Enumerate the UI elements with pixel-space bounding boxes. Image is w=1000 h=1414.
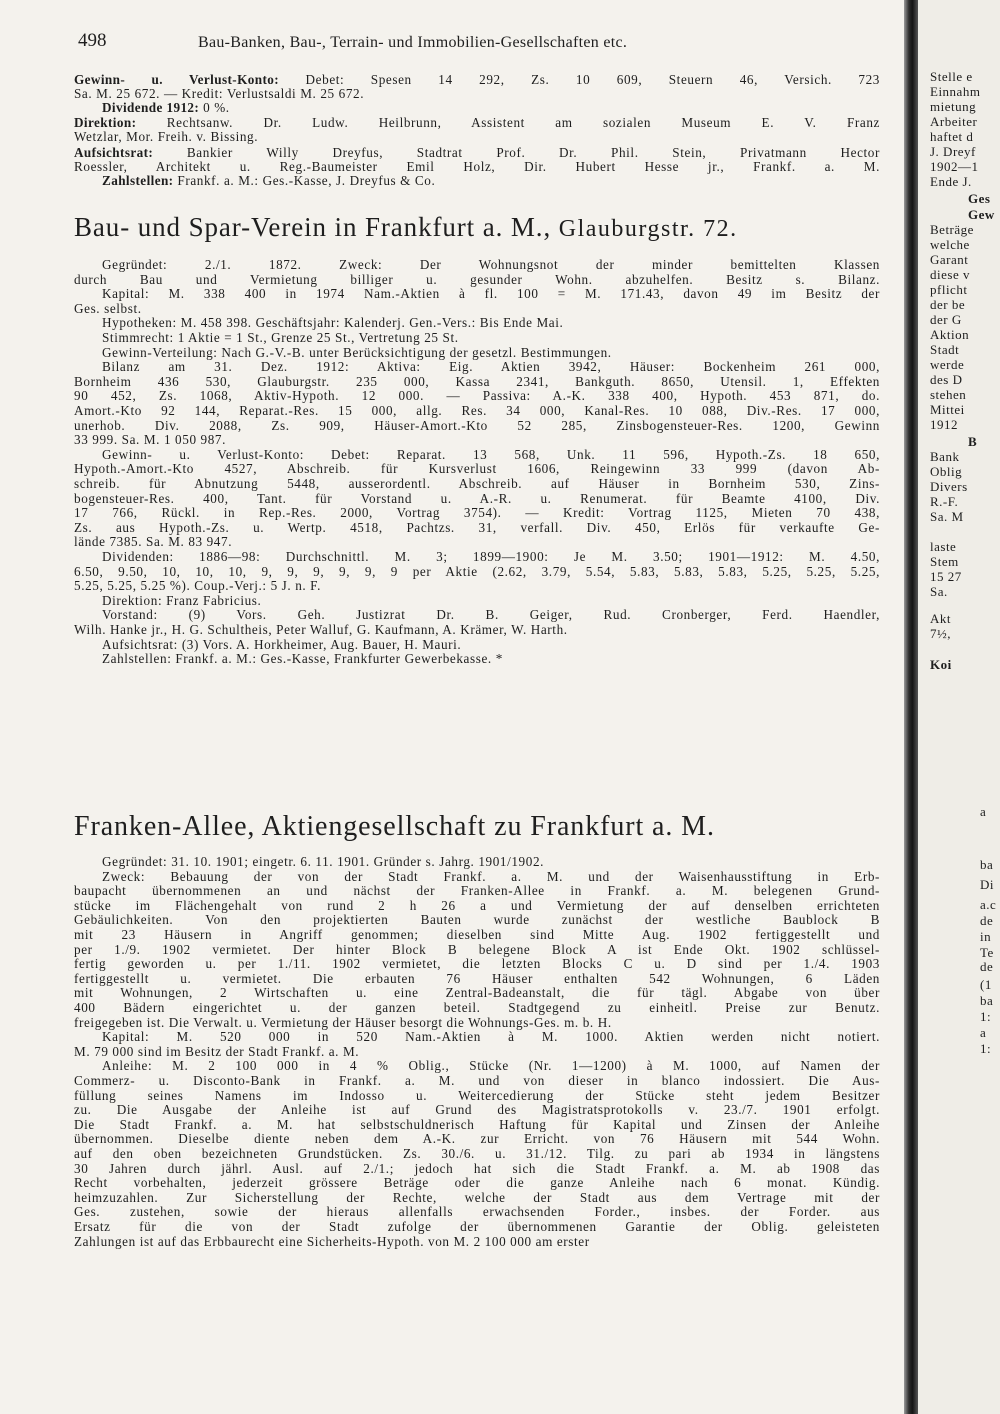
- text-line: Commerz- u. Disconto-Bank in Frankf. a. M. und von dieser in blanco indossiert. Die Aus-: [74, 1073, 880, 1088]
- facing-page-fragment-line: Garant: [930, 252, 969, 267]
- text-line: lände 7385. Sa. M. 83 947.: [74, 534, 233, 550]
- text-line: bogensteuer-Res. 400, Tant. für Vorstand u. A.-R. u. Renumerat. für Beamte 4100, Div.: [74, 490, 880, 506]
- facing-page-fragment-line: 1:: [980, 1041, 992, 1056]
- zahlstellen-line: Zahlstellen: Frankf. a. M.: Ges.-Kasse, J. Dreyfus & Co.: [102, 173, 436, 188]
- text-line: auf den oben bezeichneten Grundstücken. Zs. 30./6. u. 31./12. Tilg. zu pari ab 1934 in längstens: [74, 1146, 880, 1161]
- text-line: 400 Bädern eingerichtet u. der ganzen beteil. Stadtgegend zu einheitl. Preise zur Benutz.: [74, 1000, 880, 1015]
- facing-page-fragment-line: der be: [930, 297, 966, 312]
- facing-page-fragment-line: Mittei: [930, 402, 965, 417]
- facing-page-fragment-line: Koi: [930, 657, 952, 672]
- direktion-line-1: Direktion: Rechtsanw. Dr. Ludw. Heilbrunn, Assistent am sozialen Museum E. V. Franz: [74, 115, 880, 130]
- facing-page-fragment-line: B: [968, 434, 978, 449]
- text-line: Gebäulichkeiten. Von den projektierten Bauten wurde zunächst der westliche Baublock B: [74, 912, 880, 928]
- page-header: [0, 30, 906, 60]
- facing-page-fragment-line: 1912: [930, 417, 958, 432]
- text-line: M. 79 000 sind im Besitz der Stadt Frankf. a. M.: [74, 1043, 360, 1059]
- text-line: Recht vorbehalten, jederzeit grössere Beträge oder die ganze Anleihe nach 6 monat. Kündig.: [74, 1175, 880, 1191]
- facing-page-fragment-line: Oblig: [930, 464, 963, 479]
- text-line: Gewinn-Verteilung: Nach G.-V.-B. unter Berücksichtigung der gesetzl. Bestimmungen.: [102, 344, 612, 360]
- gv-line-1: Gewinn- u. Verlust-Konto: Debet: Spesen 14 292, Zs. 10 609, Steuern 46, Versich. 723: [74, 72, 880, 87]
- facing-page-fragment-line: a: [980, 804, 987, 819]
- facing-page-fragment-line: Gew: [968, 207, 995, 222]
- facing-page-fragment-line: haftet d: [930, 129, 974, 144]
- facing-page-fragment-line: Akt: [930, 611, 951, 626]
- direktion-line-2: Wetzlar, Mor. Freih. v. Bissing.: [74, 129, 259, 144]
- running-title: Bau-Banken, Bau-, Terrain- und Immobilien-Gesellschaften etc.: [198, 34, 628, 51]
- facing-page-fragment-line: Arbeiter: [930, 114, 978, 129]
- text-line: Zweck: Bebauung der von der Stadt Frankf. a. M. und der Waisenhausstiftung in Erb-: [102, 868, 880, 884]
- text-line: schreib. für Abnutzung 5448, ausserordentl. Abschreib. auf Häuser in Bornheim 530, Zins-: [74, 476, 880, 491]
- text-line: Dividenden: 1886—98: Durchschnittl. M. 3; 1899—1900: Je M. 3.50; 1901—1912: M. 4.50,: [102, 549, 880, 564]
- text-line: Hypotheken: M. 458 398. Geschäftsjahr: Kalenderj. Gen.-Vers.: Bis Ende Mai.: [102, 315, 564, 331]
- facing-page-fragment-line: ba: [980, 857, 994, 872]
- text-line: Die Stadt Frankf. a. M. hat selbstschuldnerisch Haftung für Kapital und Zinsen der Anleihe: [74, 1116, 880, 1132]
- text-line: Ersatz für die von der Stadt zufolge der übernommenen Garantie der Oblig. geleisteten: [74, 1219, 880, 1234]
- facing-page-fragment-line: Beträge: [930, 222, 974, 237]
- text-line: fertig geworden u. per 1./11. 1902 vermietet, die letzten Blocks C u. D sind per 1./4. 1903: [74, 956, 880, 972]
- text-line: 90 452, Zs. 1068, Aktiv-Hypoth. 12 000. — Passiva: A.-K. 338 400, Hypoth. 453 871, do.: [74, 388, 880, 404]
- facing-page-fragment-line: Stelle e: [930, 69, 973, 84]
- page-number: 498: [78, 30, 107, 51]
- text-line: Bilanz am 31. Dez. 1912: Aktiva: Eig. Aktien 3942, Häuser: Bockenheim 261 000,: [102, 359, 880, 375]
- text-line: Stimmrecht: 1 Aktie = 1 St., Grenze 25 St., Vertretung 25 St.: [102, 330, 459, 345]
- facing-page-fragment-line: pflicht: [930, 282, 968, 297]
- facing-page-fragment-line: J. Dreyf: [930, 144, 976, 159]
- facing-page-fragment-line: Sa.: [930, 584, 948, 599]
- text-line: Gewinn- u. Verlust-Konto: Debet: Reparat. 13 568, Unk. 11 596, Hypoth.-Zs. 18 650,: [102, 446, 880, 462]
- facing-page-fragment-line: Ende J.: [930, 174, 972, 189]
- facing-page-fragment-line: a: [980, 1025, 987, 1040]
- facing-page-fragment-line: welche: [930, 237, 970, 252]
- text-line: Gegründet: 31. 10. 1901; eingetr. 6. 11. 1901. Gründer s. Jahrg. 1901/1902.: [102, 854, 545, 869]
- text-line: Direktion: Franz Fabricius.: [102, 592, 262, 608]
- text-line: durch Bau und Vermietung billiger u. gesunder Wohn. abzuhelfen. Besitz s. Bilanz.: [74, 271, 880, 287]
- facing-page-fragment-line: der G: [930, 312, 962, 327]
- aufsichtsrat-line-2: Roessler, Architekt u. Reg.-Baumeister Emil Holz, Dir. Hubert Hesse jr., Frankf. a. M.: [74, 159, 880, 174]
- text-line: 33 999. Sa. M. 1 050 987.: [74, 432, 227, 448]
- facing-page-fragment-line: Stadt: [930, 342, 960, 357]
- text-line: Ges. zustehen, sowie der hieraus allenfalls erwachsenden Forder., insbes. der Forder. aus: [74, 1204, 880, 1220]
- text-line: 6.50, 9.50, 10, 10, 10, 9, 9, 9, 9, 9, 9 per Aktie (2.62, 3.79, 5.54, 5.83, 5.83, 5.83, 5.25, 5.25, 5.25,: [74, 563, 880, 579]
- facing-page-fragment-line: a.c: [980, 897, 997, 912]
- facing-page-fragment-line: mietung: [930, 99, 977, 114]
- text-line: freigegeben ist. Die Verwalt. u. Vermietung der Häuser besorgt die Wohnungs-Ges. m. b. H.: [74, 1014, 612, 1030]
- text-line: Kapital: M. 520 000 in 520 Nam.-Aktien à M. 1000. Aktien werden nicht notiert.: [102, 1029, 880, 1045]
- text-line: Zahlungen ist auf das Erbbaurecht eine Sicherheits-Hypoth. von M. 2 100 000 am erster: [74, 1233, 590, 1249]
- text-line: 17 766, Rückl. in Rep.-Res. 2000, Vortrag 3754). — Kredit: Vortrag 1125, Mieten 70 438,: [74, 505, 880, 521]
- text-line: übernommen. Dieselbe diente neben dem A.-K. zur Erricht. von 76 Häusern mit 544 Wohn.: [74, 1131, 880, 1147]
- text-line: Gegründet: 2./1. 1872. Zweck: Der Wohnungsnot der minder bemittelten Klassen: [102, 257, 880, 272]
- facing-page-fragment-line: Bank: [930, 449, 960, 464]
- text-line: Zs. aus Hypoth.-Zs. u. Wertp. 4518, Pachtzs. 31, verfall. Div. 450, Erlös für verkaufte Ge-: [74, 519, 880, 535]
- text-line: Aufsichtsrat: (3) Vors. A. Horkheimer, Aug. Bauer, H. Mauri.: [102, 636, 462, 652]
- text-line: baupacht übernommenen an und nächst der Franken-Allee in Frankf. a. M. belegenen Grund-: [74, 883, 880, 899]
- facing-page-fragment: [918, 0, 1000, 1414]
- facing-page-fragment-line: laste: [930, 539, 957, 554]
- text-line: 5.25, 5.25, 5.25 %). Coup.-Verj.: 5 J. n. F.: [74, 578, 321, 594]
- facing-page-fragment-line: de: [980, 959, 994, 974]
- text-line: fertiggestellt u. vermietet. Die erbauten 76 Häuser enthalten 542 Wohnungen, 6 Läden: [74, 970, 880, 986]
- facing-page-fragment-line: (1: [980, 977, 992, 992]
- aufsichtsrat-line-1: Aufsichtsrat: Bankier Willy Dreyfus, Stadtrat Prof. Dr. Phil. Stein, Privatmann Hector: [74, 145, 880, 160]
- book-gutter: [904, 0, 918, 1414]
- facing-page-fragment-line: ba: [980, 993, 994, 1008]
- facing-page-fragment-line: stehen: [930, 387, 967, 402]
- text-line: Vorstand: (9) Vors. Geh. Justizrat Dr. B. Geiger, Rud. Cronberger, Ferd. Haendler,: [102, 607, 880, 623]
- text-line: per 1./9. 1902 vermietet. Der hinter Block B belegene Block A ist Ende Okt. 1902 schlüssel-: [74, 941, 880, 957]
- text-line: füllung seines Namens im Indosso u. Weitercedierung der Stücke steht jedem Besitzer: [74, 1087, 880, 1103]
- text-line: Anleihe: M. 2 100 000 in 4 % Oblig., Stücke (Nr. 1—1200) à M. 1000, auf Namen der: [102, 1058, 880, 1074]
- text-line: Kapital: M. 338 400 in 1974 Nam.-Aktien à fl. 100 = M. 171.43, davon 49 im Besitz der: [102, 286, 880, 302]
- text-line: stücke im Flächengehalt von rund 2 h 26 a und Vermietung der auf denselben errichteten: [74, 897, 880, 913]
- text-line: heimzuzahlen. Zur Sicherstellung der Rechte, welche der Stadt aus dem Vertrage mit der: [74, 1189, 880, 1205]
- facing-page-fragment-line: de: [980, 913, 994, 928]
- text-line: Hypoth.-Amort.-Kto 4527, Abschreib. für Kursverlust 1606, Reingewinn 33 999 (davon Ab-: [74, 461, 880, 477]
- text-line: Amort.-Kto 92 144, Reparat.-Res. 15 000, allg. Res. 34 000, Kanal-Res. 10 088, Div.-Res. 17 000,: [74, 403, 880, 418]
- facing-page-fragment-line: Stem: [930, 554, 959, 569]
- facing-page-fragment-line: Ges: [968, 191, 991, 206]
- entry-heading-franken-allee: Franken-Allee, Aktiengesellschaft zu Frankfurt a. M.: [74, 811, 715, 842]
- text-line: Zahlstellen: Frankf. a. M.: Ges.-Kasse, Frankfurter Gewerbekasse. *: [102, 651, 503, 667]
- facing-page-fragment-line: 7½,: [930, 626, 951, 641]
- text-line: Bornheim 436 530, Glauburgstr. 235 000, Kassa 2341, Bankguth. 8650, Utensil. 1, Effekten: [74, 373, 880, 389]
- dividend-line: Dividende 1912: 0 %.: [102, 100, 230, 115]
- entry-heading-bau-und-spar-verein: Bau- und Spar-Verein in Frankfurt a. M., Glauburgstr. 72.: [74, 212, 738, 242]
- facing-page-fragment-line: Einnahm: [930, 84, 981, 99]
- facing-page-fragment-line: Sa. M: [930, 509, 964, 524]
- text-line: Wilh. Hanke jr., H. G. Schultheis, Peter Walluf, G. Kaufmann, A. Krämer, W. Harth.: [74, 622, 568, 637]
- text-line: mit Wohnungen, 2 Wirtschaften u. eine Zentral-Badeanstalt, die für tägl. Abgabe von über: [74, 985, 880, 1001]
- text-line: zu. Die Ausgabe der Anleihe ist auf Grund des Magistratsprotokolls v. 23./7. 1901 erfolgt.: [74, 1102, 880, 1118]
- facing-page-fragment-line: diese v: [930, 267, 970, 282]
- facing-page-fragment-line: des D: [930, 372, 963, 387]
- facing-page-fragment-line: Di: [980, 877, 994, 892]
- facing-page-fragment-line: 15 27: [930, 569, 962, 584]
- facing-page-fragment-line: R.-F.: [930, 494, 959, 509]
- facing-page-fragment-line: in: [980, 929, 992, 944]
- text-line: Ges. selbst.: [74, 300, 142, 316]
- facing-page-fragment-line: Divers: [930, 479, 968, 494]
- facing-page-fragment-line: Aktion: [930, 327, 970, 342]
- text-line: 30 Jahren durch jährl. Ausl. auf 2./1.; jedoch hat sich die Stadt Frankf. a. M. ab 1908 das: [74, 1160, 880, 1176]
- gv-line-2: Sa. M. 25 672. — Kredit: Verlustsaldi M. 25 672.: [74, 86, 365, 101]
- facing-page-fragment-line: 1:: [980, 1009, 992, 1024]
- facing-page-fragment-line: Te: [980, 945, 994, 960]
- text-line: mit 23 Häusern in Angriff genommen; dieselben sind Mitte Aug. 1902 fertiggestellt und: [74, 927, 880, 942]
- text-line: unerhob. Div. 2088, Zs. 909, Häuser-Amort.-Kto 52 285, Zinsbogensteuer-Res. 1200, Gewinn: [74, 417, 880, 433]
- facing-page-fragment-line: 1902—1: [930, 159, 979, 174]
- facing-page-fragment-line: werde: [930, 357, 965, 372]
